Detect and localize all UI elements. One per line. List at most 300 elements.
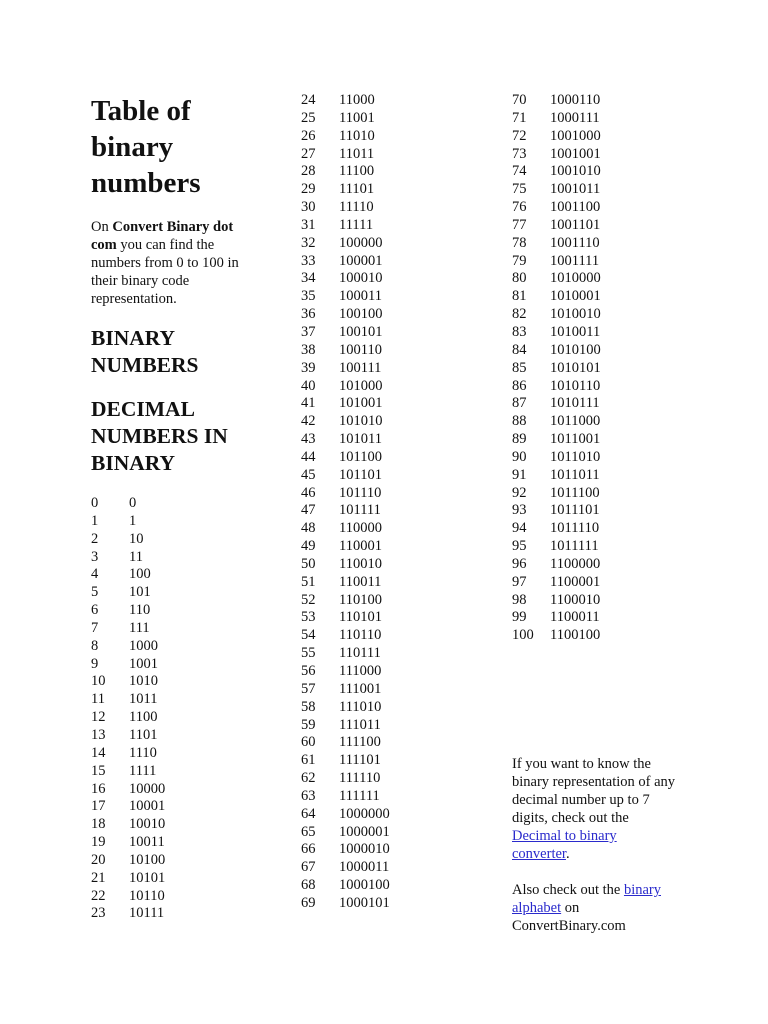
binary-value: 1011110: [550, 520, 600, 537]
binary-value: 1001: [129, 655, 158, 672]
decimal-value: 43: [301, 431, 316, 448]
binary-value: 111000: [339, 663, 382, 679]
decimal-value: 38: [301, 341, 316, 358]
binary-value: 100100: [339, 306, 383, 323]
decimal-value: 15: [91, 762, 106, 779]
table-row: [91, 852, 165, 870]
binary-value: 110100: [339, 591, 382, 608]
decimal-to-binary-converter-link[interactable]: Decimal to binary converter: [512, 828, 617, 862]
table-row: [512, 128, 601, 146]
table-row: [512, 502, 601, 520]
binary-value: 1011010: [550, 448, 601, 465]
decimal-value: 87: [512, 395, 527, 412]
binary-value: 111100: [339, 734, 381, 751]
decimal-value: 6: [91, 602, 99, 619]
binary-value: 1001101: [550, 216, 601, 233]
binary-value: 1001110: [550, 234, 600, 251]
binary-value: 1001001: [550, 145, 601, 162]
table-row: [301, 431, 390, 449]
table-row: [512, 485, 601, 503]
binary-value: 1001010: [550, 163, 601, 180]
table-row: [301, 824, 390, 842]
binary-value: 10110: [129, 887, 165, 904]
table-row: [301, 253, 390, 271]
table-row: [301, 502, 390, 520]
binary-value: 110101: [339, 609, 382, 626]
binary-value: 11001: [339, 109, 375, 126]
table-part-3: [512, 92, 601, 645]
binary-value: 101110: [339, 484, 382, 501]
table-row: [512, 395, 601, 413]
table-row: [301, 163, 390, 181]
binary-value: 101111: [339, 502, 381, 519]
decimal-value: 5: [91, 584, 99, 601]
table-row: [301, 199, 390, 217]
decimal-value: 94: [512, 520, 527, 537]
table-row: [512, 467, 601, 485]
decimal-value: 37: [301, 323, 316, 340]
binary-value: 1000010: [339, 841, 390, 858]
table-row: [91, 763, 165, 781]
decimal-value: 7: [91, 619, 99, 636]
decimal-value: 95: [512, 538, 527, 555]
table-row: [91, 691, 165, 709]
decimal-value: 12: [91, 709, 106, 726]
decimal-value: 57: [301, 680, 316, 697]
decimal-value: 39: [301, 359, 316, 376]
decimal-value: 97: [512, 573, 527, 590]
binary-value: 10100: [129, 851, 166, 868]
table-row: [91, 834, 165, 852]
table-row: [301, 306, 390, 324]
table-row: [301, 413, 390, 431]
table-row: [91, 888, 165, 906]
binary-value: 101000: [339, 377, 383, 394]
page-title: Table of binary numbers: [91, 95, 201, 199]
decimal-value: 24: [301, 92, 316, 108]
decimal-value: 8: [91, 637, 99, 654]
binary-value: 1100010: [550, 591, 601, 608]
decimal-value: 22: [91, 887, 106, 904]
binary-value: 11: [129, 548, 143, 565]
binary-value: 1011000: [550, 413, 601, 430]
decimal-value: 81: [512, 288, 527, 305]
binary-value: 110011: [339, 573, 382, 590]
table-row: [301, 146, 390, 164]
decimal-value: 89: [512, 431, 527, 448]
table-row: [512, 163, 601, 181]
table-row: [91, 495, 165, 513]
table-row: [91, 709, 165, 727]
table-row: [512, 592, 601, 610]
binary-value: 110110: [339, 627, 382, 644]
decimal-value: 62: [301, 770, 316, 787]
table-row: [512, 627, 601, 645]
table-row: [512, 360, 601, 378]
binary-value: 11101: [339, 181, 375, 198]
table-row: [512, 556, 601, 574]
table-row: [91, 745, 165, 763]
decimal-value: 40: [301, 377, 316, 394]
binary-value: 10000: [129, 780, 166, 797]
decimal-value: 58: [301, 698, 316, 715]
binary-value: 1010010: [550, 306, 601, 323]
table-row: [301, 877, 390, 895]
binary-value: 1010001: [550, 288, 601, 305]
decimal-value: 26: [301, 127, 316, 144]
binary-value: 1011100: [550, 484, 600, 501]
decimal-value: 23: [91, 905, 106, 922]
decimal-value: 21: [91, 869, 106, 886]
decimal-value: 14: [91, 744, 106, 761]
binary-value: 100011: [339, 288, 382, 305]
table-row: [301, 663, 390, 681]
decimal-value: 0: [91, 495, 99, 511]
binary-value: 1000: [129, 637, 158, 654]
table-row: [91, 531, 165, 549]
table-row: [512, 538, 601, 556]
binary-value: 1011101: [550, 502, 600, 519]
binary-value: 1011001: [550, 431, 601, 448]
binary-value: 10010: [129, 816, 166, 833]
table-row: [301, 841, 390, 859]
decimal-value: 96: [512, 555, 527, 572]
table-row: [91, 638, 165, 656]
decimal-value: 93: [512, 502, 527, 519]
table-row: [512, 413, 601, 431]
table-row: [301, 699, 390, 717]
table-row: [512, 92, 601, 110]
binary-value: 111101: [339, 752, 381, 769]
decimal-value: 3: [91, 548, 99, 565]
table-row: [512, 235, 601, 253]
table-row: [512, 110, 601, 128]
decimal-value: 48: [301, 520, 316, 537]
table-row: [301, 717, 390, 735]
binary-value: 111011: [339, 716, 381, 733]
decimal-value: 75: [512, 181, 527, 198]
table-row: [91, 549, 165, 567]
table-row: [301, 788, 390, 806]
decimal-value: 61: [301, 752, 316, 769]
binary-alphabet-link[interactable]: binary alphabet: [512, 882, 661, 916]
table-row: [91, 602, 165, 620]
decimal-value: 1: [91, 512, 99, 529]
decimal-value: 79: [512, 252, 527, 269]
alphabet-paragraph: [512, 881, 677, 935]
binary-value: 0: [129, 495, 137, 511]
binary-value: 100000: [339, 234, 383, 251]
decimal-value: 32: [301, 234, 316, 251]
binary-value: 1111: [129, 762, 157, 779]
decimal-value: 69: [301, 894, 316, 911]
binary-value: 10101: [129, 869, 166, 886]
table-row: [91, 673, 165, 691]
decimal-value: 66: [301, 841, 316, 858]
table-row: [301, 217, 390, 235]
decimal-value: 68: [301, 877, 316, 894]
table-row: [301, 627, 390, 645]
table-row: [301, 574, 390, 592]
table-row: [91, 870, 165, 888]
binary-value: 111111: [339, 787, 380, 804]
binary-value: 11010: [339, 127, 375, 144]
decimal-value: 59: [301, 716, 316, 733]
binary-value: 1: [129, 512, 137, 529]
binary-value: 1101: [129, 726, 158, 743]
alphabet-suffix: on ConvertBinary.com: [512, 900, 626, 934]
table-row: [91, 816, 165, 834]
binary-value: 101101: [339, 466, 382, 483]
decimal-value: 10: [91, 673, 106, 690]
binary-value: 1001111: [550, 252, 600, 269]
table-row: [301, 288, 390, 306]
binary-value: 110010: [339, 555, 382, 572]
table-row: [512, 270, 601, 288]
binary-value: 111110: [339, 770, 381, 787]
decimal-value: 86: [512, 377, 527, 394]
decimal-value: 84: [512, 341, 527, 358]
decimal-value: 90: [512, 448, 527, 465]
table-row: [91, 656, 165, 674]
binary-value: 1001100: [550, 199, 601, 216]
decimal-value: 85: [512, 359, 527, 376]
binary-value: 101: [129, 584, 151, 601]
binary-value: 1010101: [550, 359, 601, 376]
table-row: [301, 92, 390, 110]
binary-value: 1110: [129, 744, 157, 761]
binary-value: 1000011: [339, 859, 390, 876]
table-row: [301, 895, 390, 913]
binary-value: 100111: [339, 359, 382, 376]
binary-value: 1100011: [550, 609, 600, 626]
table-row: [301, 681, 390, 699]
binary-value: 111001: [339, 680, 382, 697]
decimal-value: 30: [301, 199, 316, 216]
table-row: [512, 378, 601, 396]
heading-decimal-numbers: DECIMAL NUMBERS IN BINARY: [91, 397, 228, 475]
binary-value: 100010: [339, 270, 383, 287]
binary-value: 1010100: [550, 341, 601, 358]
decimal-value: 83: [512, 323, 527, 340]
decimal-value: 64: [301, 805, 316, 822]
binary-value: 1011011: [550, 466, 600, 483]
decimal-value: 16: [91, 780, 106, 797]
decimal-value: 18: [91, 816, 106, 833]
decimal-value: 77: [512, 216, 527, 233]
table-row: [512, 342, 601, 360]
binary-value: 100001: [339, 252, 383, 269]
table-row: [301, 449, 390, 467]
binary-value: 1010000: [550, 270, 601, 287]
table-row: [512, 253, 601, 271]
intro-paragraph: [91, 218, 256, 308]
table-row: [91, 798, 165, 816]
decimal-value: 44: [301, 448, 316, 465]
decimal-value: 47: [301, 502, 316, 519]
decimal-value: 25: [301, 109, 316, 126]
decimal-value: 9: [91, 655, 99, 672]
binary-value: 110001: [339, 538, 382, 555]
decimal-value: 2: [91, 530, 99, 547]
decimal-value: 36: [301, 306, 316, 323]
binary-value: 110000: [339, 520, 382, 537]
decimal-value: 42: [301, 413, 316, 430]
binary-value: 1100001: [550, 573, 601, 590]
table-row: [301, 556, 390, 574]
table-row: [301, 520, 390, 538]
binary-value: 101001: [339, 395, 383, 412]
decimal-value: 27: [301, 145, 316, 162]
binary-value: 1010111: [550, 395, 600, 412]
table-row: [301, 235, 390, 253]
table-row: [301, 752, 390, 770]
decimal-value: 29: [301, 181, 316, 198]
binary-value: 1010: [129, 673, 158, 690]
binary-value: 1011: [129, 691, 158, 708]
decimal-value: 60: [301, 734, 316, 751]
table-row: [512, 324, 601, 342]
table-row: [301, 485, 390, 503]
binary-value: 10111: [129, 905, 165, 922]
table-row: [301, 592, 390, 610]
decimal-value: 78: [512, 234, 527, 251]
decimal-value: 76: [512, 199, 527, 216]
binary-value: 1100: [129, 709, 158, 726]
binary-value: 11100: [339, 163, 375, 180]
table-row: [512, 574, 601, 592]
decimal-value: 33: [301, 252, 316, 269]
decimal-value: 31: [301, 216, 316, 233]
table-part-2: [301, 92, 390, 913]
table-row: [301, 538, 390, 556]
decimal-value: 17: [91, 798, 106, 815]
decimal-value: 88: [512, 413, 527, 430]
binary-value: 1010110: [550, 377, 601, 394]
table-row: [512, 306, 601, 324]
binary-value: 1001000: [550, 127, 601, 144]
binary-value: 1001011: [550, 181, 601, 198]
table-row: [512, 288, 601, 306]
decimal-value: 63: [301, 787, 316, 804]
binary-value: 101010: [339, 413, 383, 430]
table-row: [512, 217, 601, 235]
decimal-value: 100: [512, 627, 534, 644]
binary-value: 1000101: [339, 894, 390, 911]
binary-value: 1010011: [550, 323, 601, 340]
table-row: [512, 199, 601, 217]
decimal-value: 34: [301, 270, 316, 287]
binary-value: 111: [129, 619, 150, 636]
binary-value: 111010: [339, 698, 382, 715]
binary-value: 11111: [339, 216, 374, 233]
heading-binary-numbers: BINARY NUMBERS: [91, 326, 199, 377]
table-row: [301, 128, 390, 146]
binary-value: 11000: [339, 92, 375, 108]
binary-value: 10001: [129, 798, 166, 815]
table-row: [91, 727, 165, 745]
binary-value: 11110: [339, 199, 374, 216]
binary-value: 100101: [339, 323, 383, 340]
decimal-value: 54: [301, 627, 316, 644]
binary-value: 10011: [129, 834, 165, 851]
table-row: [512, 146, 601, 164]
decimal-value: 55: [301, 645, 316, 662]
table-row: [512, 520, 601, 538]
binary-value: 1100000: [550, 555, 601, 572]
table-row: [301, 806, 390, 824]
table-row: [512, 181, 601, 199]
decimal-value: 19: [91, 834, 106, 851]
binary-value: 10: [129, 530, 144, 547]
decimal-value: 56: [301, 663, 316, 679]
decimal-value: 98: [512, 591, 527, 608]
table-row: [512, 609, 601, 627]
table-row: [91, 513, 165, 531]
binary-value: 1011111: [550, 538, 599, 555]
converter-paragraph: [512, 755, 677, 863]
decimal-value: 51: [301, 573, 316, 590]
alphabet-text: Also check out the: [512, 882, 624, 898]
binary-value: 101011: [339, 431, 382, 448]
decimal-value: 99: [512, 609, 527, 626]
decimal-value: 92: [512, 484, 527, 501]
table-row: [91, 566, 165, 584]
decimal-value: 28: [301, 163, 316, 180]
table-row: [301, 110, 390, 128]
decimal-value: 20: [91, 851, 106, 868]
decimal-value: 11: [91, 691, 105, 708]
table-row: [301, 324, 390, 342]
intro-prefix: On: [91, 219, 113, 235]
decimal-value: 50: [301, 555, 316, 572]
binary-value: 110: [129, 602, 151, 619]
decimal-value: 72: [512, 127, 527, 144]
binary-value: 1000111: [550, 109, 600, 126]
decimal-value: 91: [512, 466, 527, 483]
decimal-value: 41: [301, 395, 316, 412]
decimal-value: 73: [512, 145, 527, 162]
binary-value: 1000100: [339, 877, 390, 894]
decimal-value: 65: [301, 823, 316, 840]
decimal-value: 52: [301, 591, 316, 608]
table-row: [301, 270, 390, 288]
binary-value: 1000000: [339, 805, 390, 822]
decimal-value: 45: [301, 466, 316, 483]
table-row: [91, 781, 165, 799]
binary-value: 11011: [339, 145, 375, 162]
table-row: [91, 584, 165, 602]
intro-site-name: Convert Binary dot com: [91, 219, 234, 253]
table-row: [301, 859, 390, 877]
decimal-value: 53: [301, 609, 316, 626]
decimal-value: 67: [301, 859, 316, 876]
table-row: [301, 378, 390, 396]
decimal-value: 71: [512, 109, 527, 126]
intro-rest: you can find the numbers from 0 to 100 in their binary code representation.: [91, 237, 239, 307]
binary-value: 110111: [339, 645, 381, 662]
table-part-1: [91, 495, 165, 923]
table-row: [91, 905, 165, 923]
table-row: [301, 645, 390, 663]
table-row: [512, 449, 601, 467]
decimal-value: 46: [301, 484, 316, 501]
table-row: [301, 467, 390, 485]
binary-value: 101100: [339, 448, 382, 465]
table-row: [301, 360, 390, 378]
decimal-value: 13: [91, 726, 106, 743]
table-row: [301, 609, 390, 627]
